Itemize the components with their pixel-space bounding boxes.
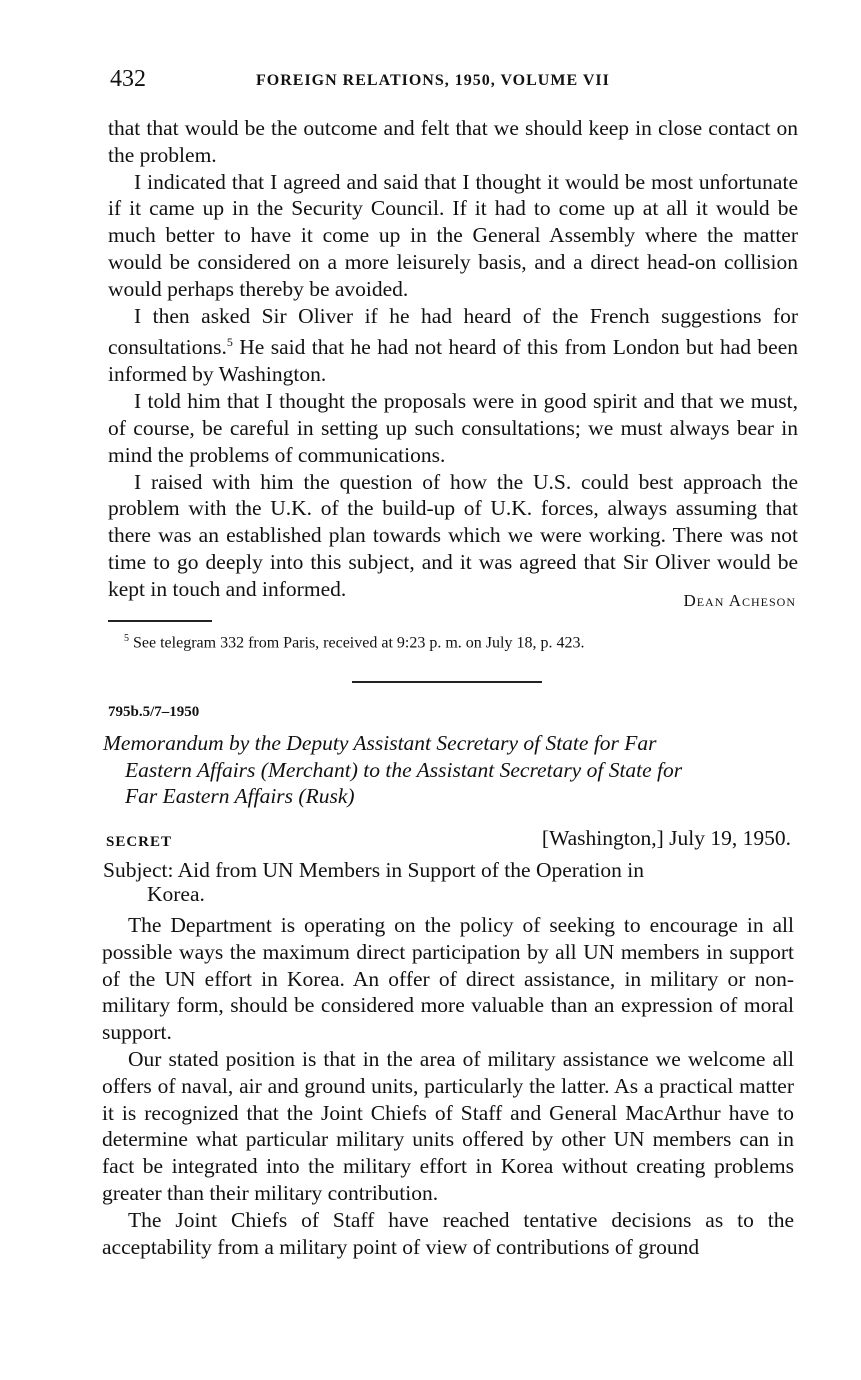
page-number: 432 [110,66,146,92]
section-divider [352,681,542,683]
subject-text: Subject: Aid from UN Members in Support of the Operation in [103,858,645,882]
footnote [124,633,584,652]
footnote-marker: 5 [124,633,129,644]
title-line: Memorandum by the Deputy Assistant Secretary of State for Far [103,731,657,755]
running-head: FOREIGN RELATIONS, 1950, VOLUME VII [256,72,610,89]
paragraph: The Department is operating on the policy of seeking to encourage in all possible ways the maximum direct participation by all UN members in support of the UN effort in Korea. An offer of direct assistance, in military or non-military form, should be considered more valuable than an expression of moral support. [102,913,794,1045]
subject-text-continued: Korea. [147,882,205,906]
paragraph: I told him that I thought the proposals were in good spirit and that we must, of course, be careful in setting up such consultations; we must always bear in mind the problems of communications. [108,389,798,467]
place-date: [Washington,] July 19, 1950. [541,826,791,850]
paragraph: Our stated position is that in the area of military assistance we welcome all offers of naval, air and ground units, particularly the latter. As a practical matter it is recognized that the Joint Chiefs of Staff and General MacArthur have to determine what particular military units offered by other UN members can in fact be integrated into the military effort in Korea without creating problems greater than their military contribution. [102,1046,794,1205]
paragraph [108,303,798,389]
first-document-body [108,115,798,603]
paragraph-text: He said that he had not heard of this from London but had been informed by Washington. [108,335,798,387]
title-line: Far Eastern Affairs (Rusk) [125,784,355,808]
classification-label: SECRET [106,834,173,850]
paragraph: The Joint Chiefs of Staff have reached tentative decisions as to the acceptability from a military point of view of contributions of ground [102,1207,794,1259]
paragraph: I indicated that I agreed and said that I thought it would be most unfortunate if it came up in the Security Council. If it had to come up at all it would be much better to have it come up in the General Assembly where the matter would be considered on a more leisurely basis, and a direct head-on collision would perhaps thereby be avoided. [108,169,798,301]
second-document-body [102,912,794,1260]
paragraph: that that would be the outcome and felt that we should keep in close contact on the problem. [108,116,798,167]
footnote-divider [108,620,212,622]
subject-line [103,858,793,906]
document-title [103,730,798,810]
paragraph-text: I then asked Sir Oliver if he had heard of the French suggestions for consultations. [108,303,798,360]
title-line: Eastern Affairs (Merchant) to the Assistant Secretary of State for [125,757,683,782]
paragraph: I raised with him the question of how the U.S. could best approach the problem with the U.K. of the build-up of U.K. forces, always assuming that there was an established plan towards which we were working. There was not time to go deeply into this subject, and it was agreed that Sir Oliver would be kept in touch and informed. [108,469,798,601]
page-header [110,66,670,96]
footnote-reference[interactable]: 5 [226,335,233,350]
footnote-text: See telegram 332 from Paris, received at 9:23 p. m. on July 18, p. 423. [129,634,585,652]
file-reference: 795b.5/7–1950 [108,704,200,720]
signature: Dean Acheson [683,591,796,610]
